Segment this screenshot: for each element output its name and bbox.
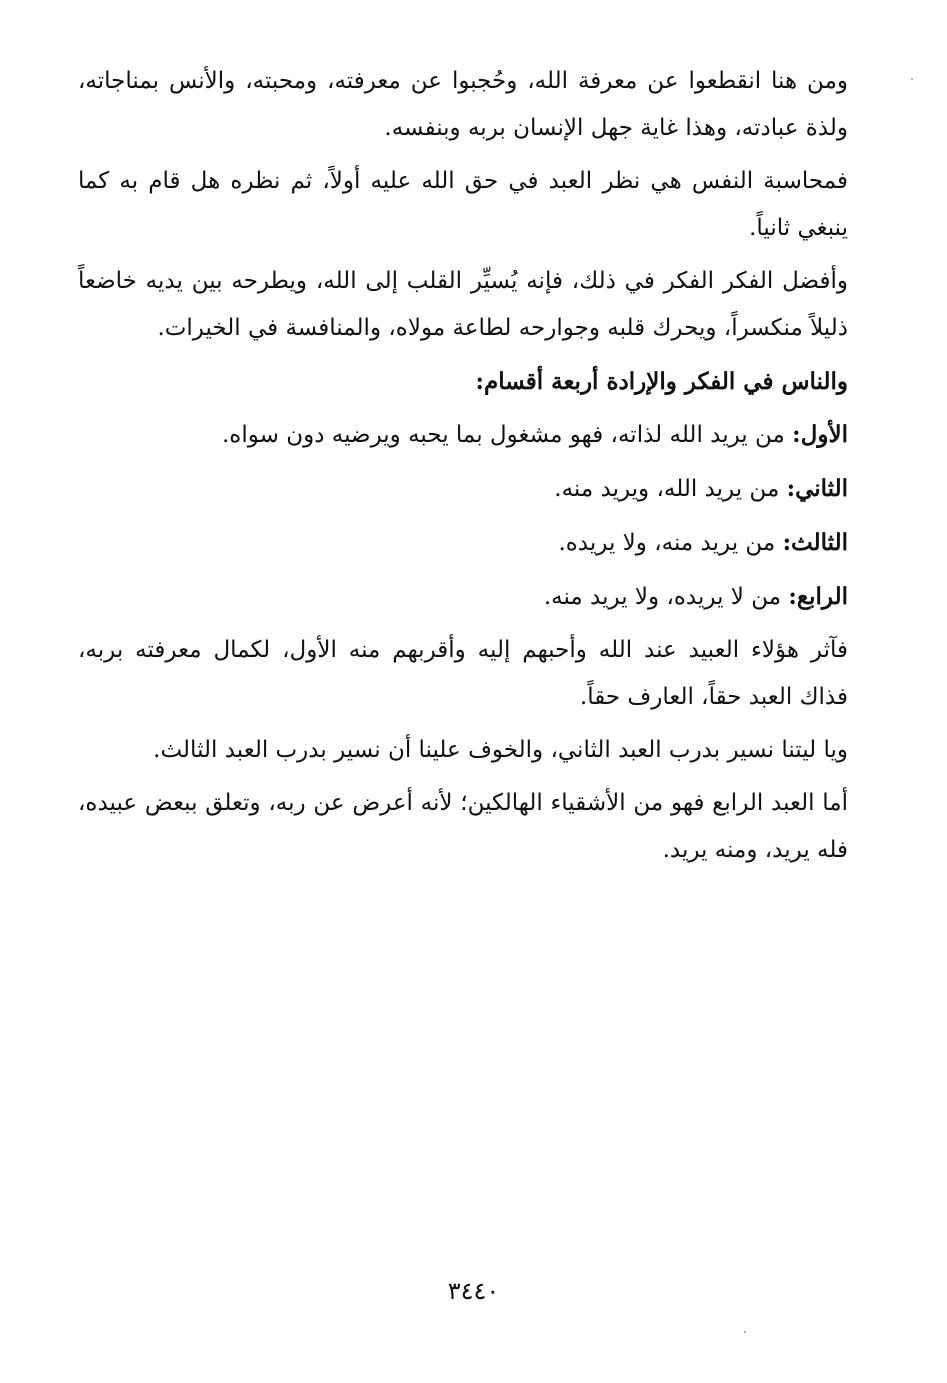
- division-text: من يريد منه، ولا يريده.: [558, 530, 783, 556]
- section-heading: والناس في الفكر والإرادة أربعة أقسام:: [475, 368, 848, 395]
- paragraph: فمحاسبة النفس هي نظر العبد في حق الله عليه أولاً، ثم نظره هل قام به كما ينبغي ثانياً.: [78, 168, 848, 241]
- scan-speck: [911, 78, 913, 80]
- division-item: [78, 465, 848, 513]
- division-label: الثاني:: [786, 475, 848, 502]
- division-text: من يريد الله، ويريد منه.: [554, 476, 787, 502]
- division-item: [78, 519, 848, 567]
- scan-speck: [744, 1331, 746, 1333]
- division-label: الرابع:: [788, 583, 848, 610]
- division-text: من لا يريده، ولا يريد منه.: [543, 584, 789, 610]
- division-text: من يريد الله لذاته، فهو مشغول بما يحبه ويرضيه دون سواه.: [222, 422, 793, 448]
- paragraph: وأفضل الفكر الفكر في ذلك، فإنه يُسيِّر القلب إلى الله، ويطرحه بين يديه خاضعاً ذليلاً منكسراً، ويحرك قلبه وجوارحه لطاعة مولاه، والمنافسة في الخيرات.: [78, 268, 848, 341]
- paragraph: أما العبد الرابع فهو من الأشقياء الهالكين؛ لأنه أعرض عن ربه، وتعلق ببعض عبيده، فله يريد، ومنه يريد.: [78, 790, 848, 863]
- page-number: ٣٤٤٠: [447, 1277, 500, 1305]
- division-label: الثالث:: [782, 529, 848, 556]
- paragraph: ويا ليتنا نسير بدرب العبد الثاني، والخوف علينا أن نسير بدرب العبد الثالث.: [153, 737, 848, 763]
- paragraph: ومن هنا انقطعوا عن معرفة الله، وحُجبوا عن معرفته، ومحبته، والأنس بمناجاته، ولذة عبادته، وهذا غاية جهل الإنسان بربه وبنفسه.: [78, 68, 848, 141]
- division-item: [78, 411, 848, 459]
- division-label: الأول:: [792, 421, 848, 448]
- paragraph: فآثر هؤلاء العبيد عند الله وأحبهم إليه وأقربهم منه الأول، لكمال معرفته بربه، فذاك العبد حقاً، العارف حقاً.: [78, 637, 848, 710]
- page-text-block: [78, 58, 848, 874]
- division-item: [78, 573, 848, 621]
